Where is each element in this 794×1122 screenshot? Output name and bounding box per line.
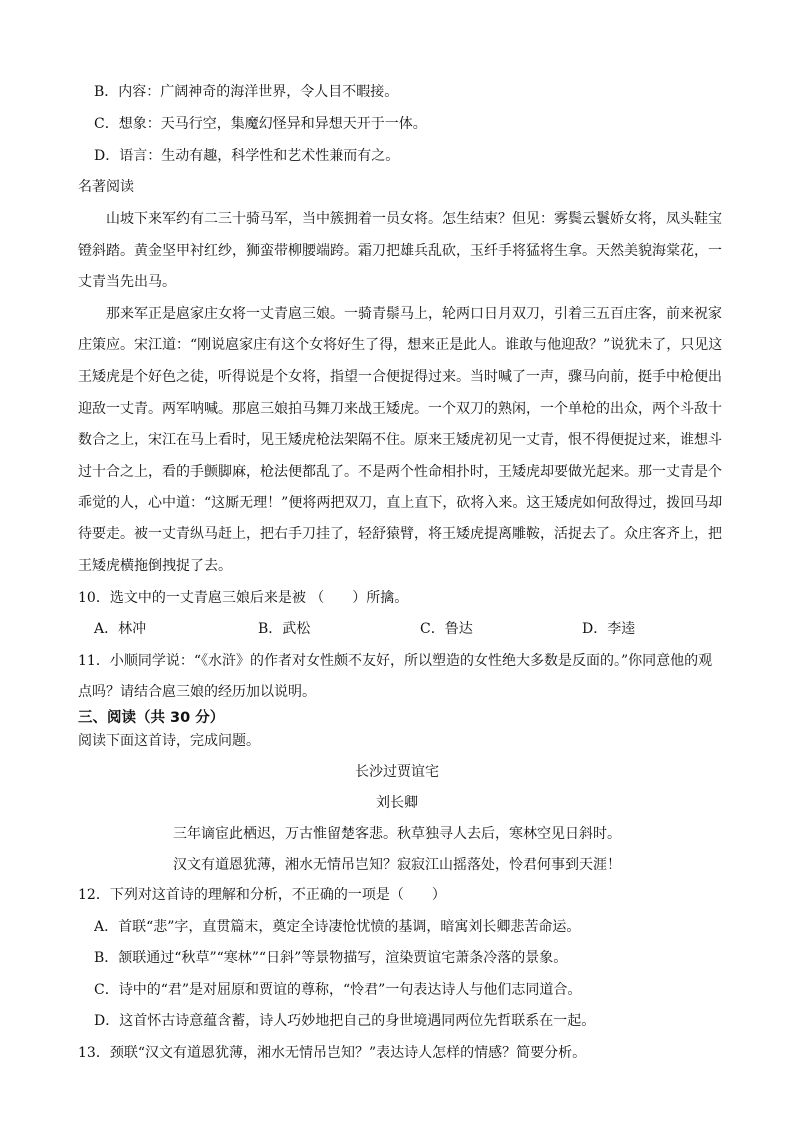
q10-option-a: A．林冲	[94, 621, 147, 637]
q11-stem-line2: 点吗？请结合扈三娘的经历加以说明。	[78, 684, 316, 700]
q12-stem: 12．下列对这首诗的理解和分析，不正确的一项是（ ）	[78, 887, 446, 903]
passage-line: 山坡下来军约有二三十骑马军，当中簇拥着一员女将。怎生结束？但见：雾鬓云鬟娇女将，凤头鞋宝	[106, 211, 722, 227]
prev-option-d: D．语言：生动有趣，科学性和艺术性兼而有之。	[94, 148, 400, 164]
poem-line-1: 三年谪宦此栖迟，万古惟留楚客悲。秋草独寻人去后，寒林空见日斜时。	[173, 826, 621, 842]
passage-line: 乖觉的人，心中道：“这厮无理！”便将两把双刀，直上直下，砍将入来。这王矮虎如何敌得过，拨回马却	[78, 495, 723, 511]
q10-option-d: D．李逵	[582, 621, 636, 637]
section3-title: 三、阅读（共 30 分）	[78, 710, 225, 726]
q12-option-b: B．颔联通过“秋草”“寒林”“日斜”等景物描写，渲染贾谊宅萧条冷落的景象。	[94, 950, 568, 966]
poem-title: 长沙过贾谊宅	[355, 764, 439, 780]
passage-line: 那来军正是扈家庄女将一丈青扈三娘。一骑青鬃马上，轮两口日月双刀，引着三五百庄客，前来祝家	[106, 306, 722, 322]
q10-option-b: B．武松	[258, 621, 311, 637]
passage-line: 待要走。被一丈青纵马赶上，把右手刀挂了，轻舒猿臂，将王矮虎提离雕鞍，活捉去了。众庄客齐上，把	[78, 526, 722, 542]
passage-line: 过十合之上，看的手颤脚麻，枪法便都乱了。不是两个性命相扑时，王矮虎却要做光起来。那一丈青是个	[78, 464, 722, 480]
q11-stem-line1: 11．小顺同学说：“《水浒》的作者对女性颇不友好，所以塑造的女性绝大多数是反面的。”你同意他的观	[78, 653, 713, 669]
prev-option-b: B．内容：广阔神奇的海洋世界，令人目不暇接。	[94, 84, 399, 100]
q10-stem: 10．选文中的一丈青扈三娘后来是被 （ ）所擒。	[78, 590, 409, 606]
poem-author: 刘长卿	[376, 795, 418, 811]
q10-option-c: C．鲁达	[420, 621, 473, 637]
passage-line: 王矮虎是个好色之徒，听得说是个女将，指望一合便捉得过来。当时喊了一声，骤马向前，挺手中枪便出	[78, 369, 722, 385]
passage-line: 庄策应。宋江道：“刚说扈家庄有这个女将好生了得，想来正是此人。谁敢与他迎敌？”说犹未了，只见这	[78, 337, 723, 353]
passage-line: 王矮虎横拖倒拽捉了去。	[78, 558, 232, 574]
passage-line: 迎敌一丈青。两军呐喊。那扈三娘拍马舞刀来战王矮虎。一个双刀的熟闲，一个单枪的出众，两个斗敌十	[78, 401, 722, 417]
q12-option-a: A．首联“悲”字，直贯篇末，奠定全诗凄怆忧愤的基调，暗寓刘长卿悲苦命运。	[94, 919, 581, 935]
q12-option-d: D．这首怀古诗意蕴含蓄，诗人巧妙地把自己的身世境遇同两位先哲联系在一起。	[94, 1013, 596, 1029]
q12-option-c: C．诗中的“君”是对屈原和贾谊的尊称，“怜君”一句表达诗人与他们志同道合。	[94, 982, 582, 998]
prev-option-c: C．想象：天马行空，集魔幻怪异和异想天开于一体。	[94, 116, 427, 132]
passage-line: 镫斜踏。黄金坚甲衬红纱，狮蛮带柳腰端跨。霜刀把雄兵乱砍，玉纤手将猛将生拿。天然美貌海棠花，一	[78, 243, 722, 259]
q13-stem: 13．颈联“汉文有道恩犹薄，湘水无情吊岂知？”表达诗人怎样的情感？简要分析。	[78, 1045, 587, 1061]
section3-intro: 阅读下面这首诗，完成问题。	[78, 733, 260, 749]
classic-heading: 名著阅读	[78, 179, 134, 195]
passage-line: 丈青当先出马。	[78, 274, 176, 290]
passage-line: 数合之上，宋江在马上看时，见王矮虎枪法架隔不住。原来王矮虎初见一丈青，恨不得便捉过来，谁想斗	[78, 432, 722, 448]
poem-line-2: 汉文有道恩犹薄，湘水无情吊岂知？寂寂江山摇落处，怜君何事到天涯！	[173, 857, 621, 873]
